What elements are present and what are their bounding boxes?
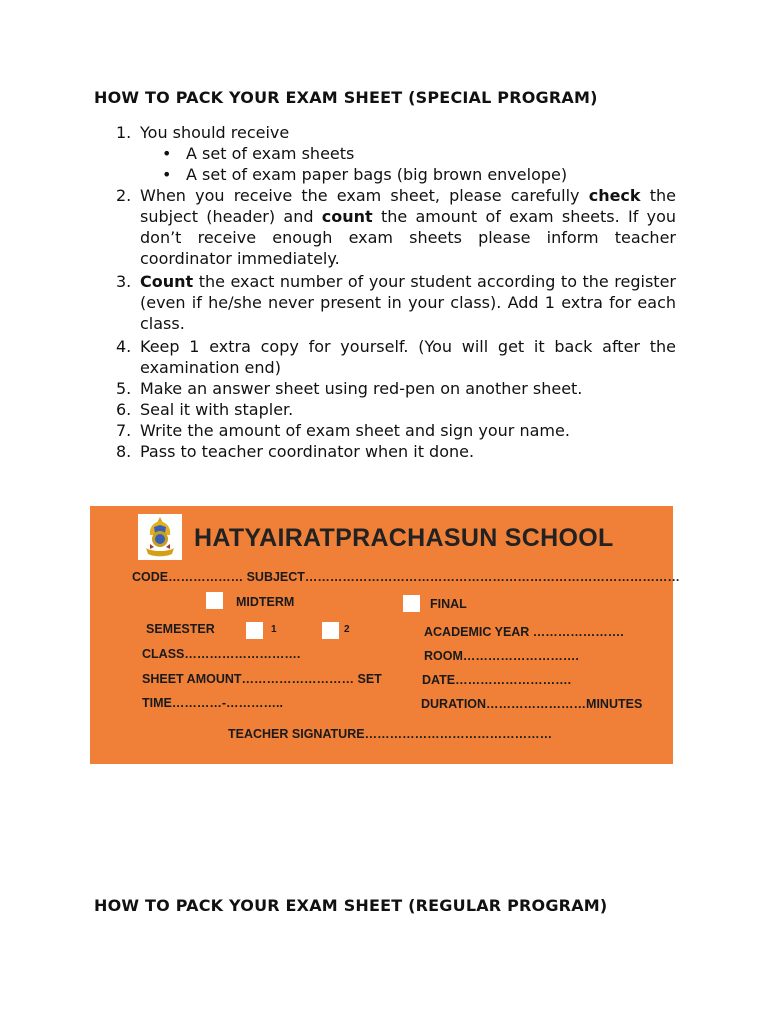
time-field: TIME…………-………….. [142, 696, 283, 710]
school-logo [138, 514, 182, 560]
bullet-item [162, 143, 676, 164]
step-number: 6. [116, 400, 132, 419]
academic-year-field: ACADEMIC YEAR …………………. [424, 625, 624, 639]
step-number: 7. [116, 421, 132, 440]
school-emblem-icon [138, 514, 182, 560]
instruction-list [116, 122, 676, 462]
step-4 [116, 336, 676, 378]
text-part: the subject (header) and [140, 186, 677, 226]
text-part: the exact number of your student according to the register (even if he/she never present in your class). Add 1 extra for each class. [140, 272, 676, 333]
semester-2-label: 2 [344, 624, 350, 635]
duration-field: DURATION……………………MINUTES [421, 697, 643, 711]
class-field: CLASS………………………. [142, 647, 301, 661]
final-checkbox[interactable] [403, 595, 420, 612]
step-7 [116, 420, 676, 441]
step-number: 8. [116, 442, 132, 461]
step-number: 3. [116, 272, 132, 291]
step-text: Pass to teacher coordinator when it done. [140, 442, 475, 461]
semester-1-label: 1 [271, 624, 277, 635]
step-2 [116, 185, 676, 269]
regular-program-heading: HOW TO PACK YOUR EXAM SHEET (REGULAR PROGRAM) [94, 896, 608, 915]
step-number: 4. [116, 337, 132, 356]
step-text: Make an answer sheet using red-pen on another sheet. [140, 379, 583, 398]
step-text: Seal it with stapler. [140, 400, 294, 419]
step-3 [116, 271, 676, 334]
step-text: You should receive [140, 123, 290, 142]
school-name: HATYAIRATPRACHASUN SCHOOL [194, 524, 614, 552]
bullet-text: A set of exam sheets [186, 144, 355, 163]
emphasis-count: Count [140, 272, 194, 291]
emphasis-check: check [588, 186, 641, 205]
step-1 [116, 122, 676, 143]
semester-label: SEMESTER [146, 622, 215, 636]
step-number: 2. [116, 186, 132, 205]
step-number: 5. [116, 379, 132, 398]
teacher-signature-field: TEACHER SIGNATURE……………………………………… [228, 727, 553, 741]
emphasis-count: count [321, 207, 373, 226]
bullet-icon: • [162, 144, 172, 163]
exam-label-form [90, 506, 680, 764]
code-subject-field: CODE……………… SUBJECT……………………………………………………………………………… [132, 570, 680, 584]
step-number: 1. [116, 123, 132, 142]
date-field: DATE………………………. [422, 673, 572, 687]
step-text: Keep 1 extra copy for yourself. (You will get it back after the examination end) [140, 337, 676, 377]
bullet-item [162, 164, 676, 185]
sheet-amount-field: SHEET AMOUNT……………………… SET [142, 672, 382, 686]
midterm-label: MIDTERM [236, 595, 295, 609]
step-text [140, 185, 676, 269]
midterm-checkbox[interactable] [206, 592, 223, 609]
bullet-icon: • [162, 165, 172, 184]
semester-2-checkbox[interactable] [322, 622, 339, 639]
step-text: Write the amount of exam sheet and sign your name. [140, 421, 570, 440]
step-5 [116, 378, 676, 399]
step-8 [116, 441, 676, 462]
room-field: ROOM………………………. [424, 649, 579, 663]
semester-1-checkbox[interactable] [246, 622, 263, 639]
final-label: FINAL [430, 597, 467, 611]
bullet-text: A set of exam paper bags (big brown envelope) [186, 165, 568, 184]
special-program-heading: HOW TO PACK YOUR EXAM SHEET (SPECIAL PROGRAM) [94, 88, 598, 107]
text-part: the amount of exam sheets. If you don’t receive enough exam sheets please inform teacher coordinator immediately. [140, 207, 677, 268]
step-6 [116, 399, 676, 420]
step-text [140, 271, 676, 334]
text-part: When you receive the exam sheet, please carefully [140, 186, 589, 205]
